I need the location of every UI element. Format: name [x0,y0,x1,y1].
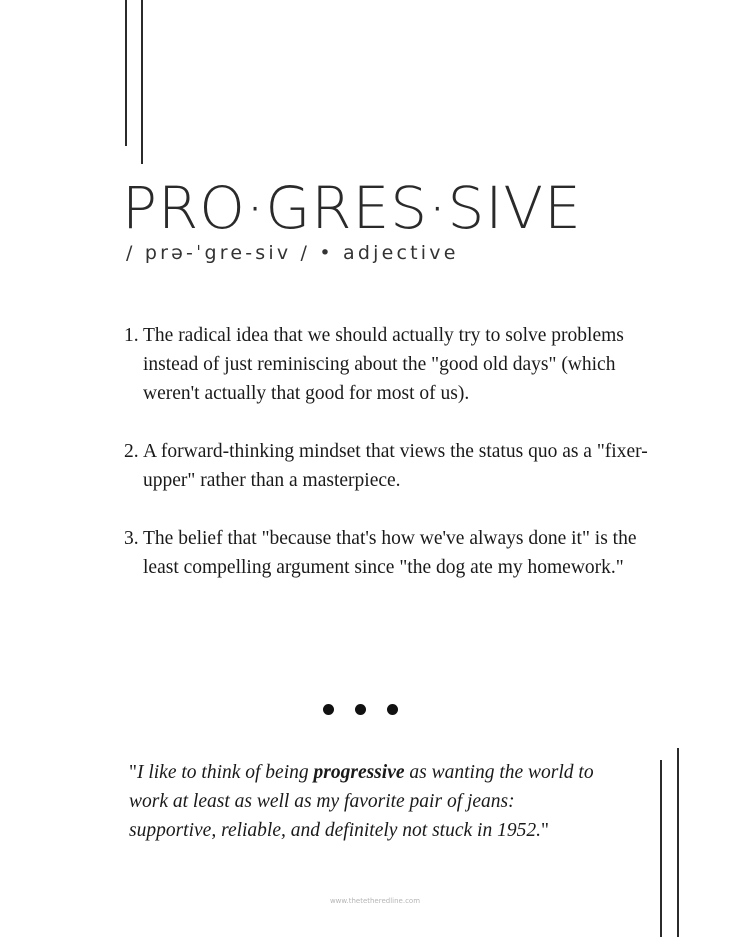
headword: PRO·GRES·SIVE [122,174,582,242]
definition-number: 3. [124,528,139,549]
definitions-list [124,321,664,611]
pronunciation: / prə-ˈgre-siv / • adjective [126,242,459,264]
quote-close-mark: " [540,820,549,841]
quote-text-after: as wanting the world to work at least as well as my favorite pair of jeans: supportive, reliable, and definitely not stuck in 1952. [129,762,594,841]
decorative-line-top-left-1 [125,0,127,146]
dot-icon [323,704,334,715]
separator-dots [323,704,398,715]
definition-text: A forward-thinking mindset that views the status quo as a "fixer-upper" rather than a masterpiece. [143,441,648,491]
decorative-line-bottom-right-2 [677,748,679,937]
definition-text: The radical idea that we should actually try to solve problems instead of just reminiscing about the "good old days" (which weren't actually that good for most of us). [143,325,624,404]
dot-icon [355,704,366,715]
definition-item [124,321,664,408]
quote-open-mark: " [129,762,137,783]
quote [129,758,599,845]
definition-item [124,524,664,582]
definition-item [124,437,664,495]
quote-emphasis: progressive [313,762,405,783]
decorative-line-top-left-2 [141,0,143,164]
footer-url: www.thetetheredline.com [329,897,421,905]
definition-text: The belief that "because that's how we've always done it" is the least compelling argument since "the dog ate my homework." [143,528,637,578]
decorative-line-bottom-right-1 [660,760,662,937]
quote-text-before: I like to think of being [136,762,314,783]
definition-number: 2. [124,441,139,462]
dot-icon [387,704,398,715]
definition-number: 1. [124,325,139,346]
